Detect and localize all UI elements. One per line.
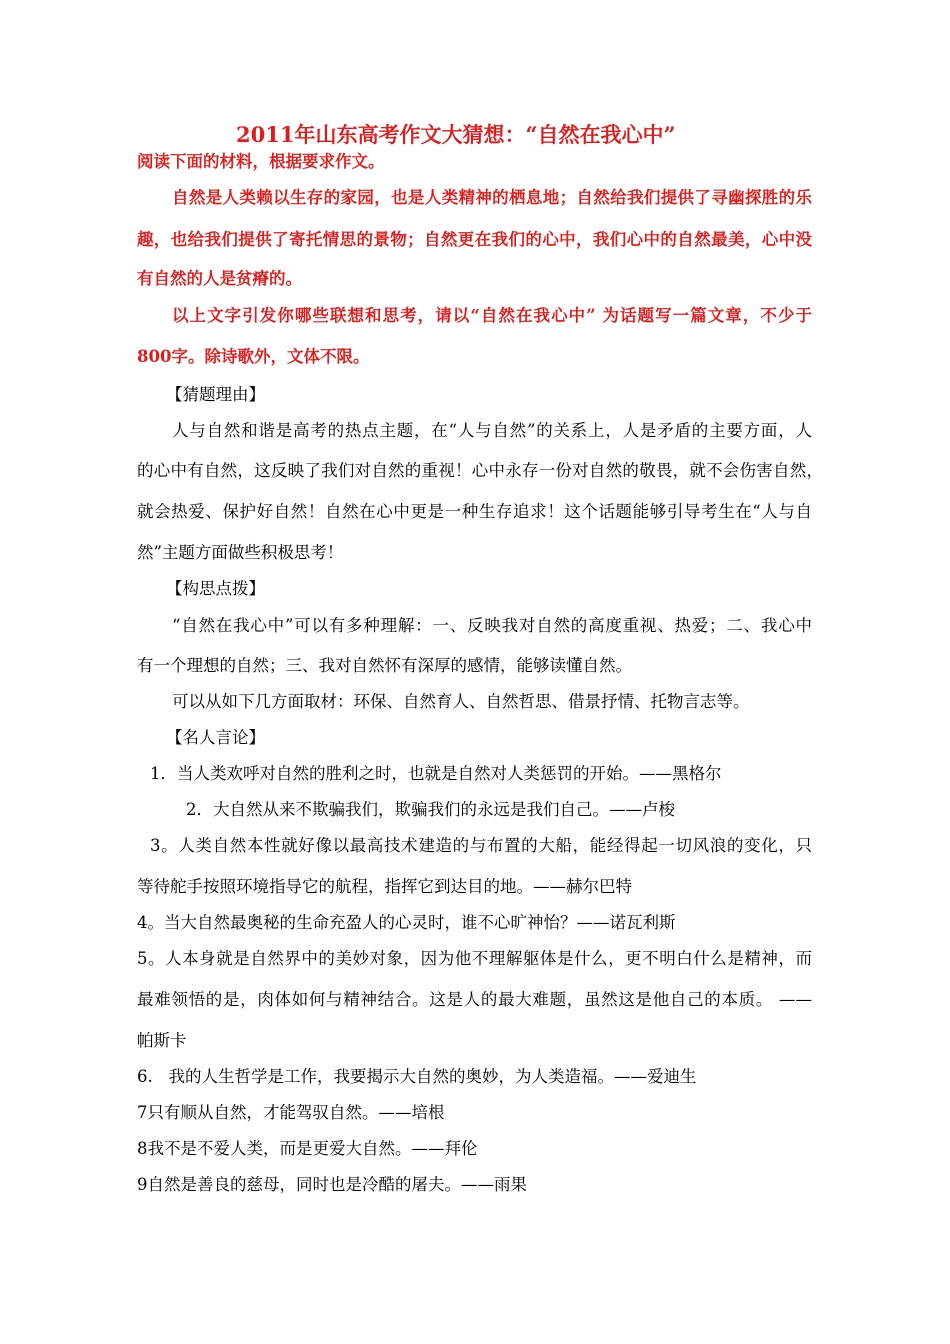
- reason-line: 人与自然和谐是高考的热点主题，在“人与自然”的关系上，人是矛盾的主要方面，人: [172, 421, 812, 440]
- quote-line: 7只有顺从自然，才能驾驭自然。——培根: [137, 1103, 445, 1122]
- quote-line: 5。人本身就是自然界中的美妙对象，因为他不理解躯体是什么，更不明白什么是精神，而: [137, 949, 812, 968]
- quote-line: 等待舵手按照环境指导它的航程，指挥它到达目的地。——赫尔巴特: [137, 877, 632, 896]
- prompt-requirement-line: 以上文字引发你哪些联想和思考，请以“自然在我心中” 为话题写一篇文章，不少于: [172, 306, 812, 325]
- quote-line: 4。当大自然最奥秘的生命充盈人的心灵时，谁不心旷神怡？——诺瓦利斯: [137, 913, 676, 932]
- section-heading-quotes: 【名人言论】: [166, 728, 265, 747]
- quote-line: 最难领悟的是，肉体如何与精神结合。这是人的最大难题，虽然这是他自己的本质。 ——: [137, 990, 812, 1009]
- prompt-material-line: 趣，也给我们提供了寄托情思的景物；自然更在我们的心中，我们心中的自然最美，心中没: [137, 230, 812, 249]
- ideas-line: 可以从如下几方面取材：环保、自然育人、自然哲思、借景抒情、托物言志等。: [172, 692, 750, 711]
- prompt-material-line: 自然是人类赖以生存的家园，也是人类精神的栖息地；自然给我们提供了寻幽探胜的乐: [172, 188, 812, 207]
- quote-line: 9自然是善良的慈母，同时也是冷酷的屠夫。——雨果: [137, 1175, 527, 1194]
- quote-line: 6. 我的人生哲学是工作，我要揭示大自然的奥妙，为人类造福。——爱迪生: [137, 1067, 697, 1086]
- quote-line: 3。人类自然本性就好像以最高技术建造的与布置的大船，能经得起一切风浪的变化，只: [150, 836, 812, 855]
- page-title: 2011年山东高考作文大猜想：“自然在我心中”: [236, 122, 676, 147]
- reason-line: 的心中有自然，这反映了我们对自然的重视！心中永存一份对自然的敬畏，就不会伤害自然，: [137, 461, 823, 480]
- prompt-material-line: 有自然的人是贫瘠的。: [137, 269, 302, 288]
- quote-line: 8我不是不爱人类，而是更爱大自然。——拜伦: [137, 1139, 478, 1158]
- ideas-line: 有一个理想的自然；三、我对自然怀有深厚的感情，能够读懂自然。: [137, 656, 632, 675]
- quote-line: 1．当人类欢呼对自然的胜利之时，也就是自然对人类惩罚的开始。——黑格尔: [150, 764, 722, 783]
- reason-line: 就会热爱、保护好自然！自然在心中更是一种生存追求！这个话题能够引导考生在“人与自: [137, 502, 812, 521]
- reason-line: 然”主题方面做些积极思考！: [137, 543, 344, 562]
- section-heading-reason: 【猜题理由】: [166, 385, 265, 404]
- quote-line: 帕斯卡: [137, 1031, 187, 1050]
- prompt-intro: 阅读下面的材料，根据要求作文。: [137, 152, 385, 171]
- quote-line: 2．大自然从来不欺骗我们，欺骗我们的永远是我们自己。——卢梭: [186, 800, 675, 819]
- prompt-requirement-line: 800字。除诗歌外，文体不限。: [137, 347, 370, 366]
- section-heading-ideas: 【构思点拨】: [166, 579, 265, 598]
- ideas-line: “自然在我心中”可以有多种理解：一、反映我对自然的高度重视、热爱；二、我心中: [172, 616, 812, 635]
